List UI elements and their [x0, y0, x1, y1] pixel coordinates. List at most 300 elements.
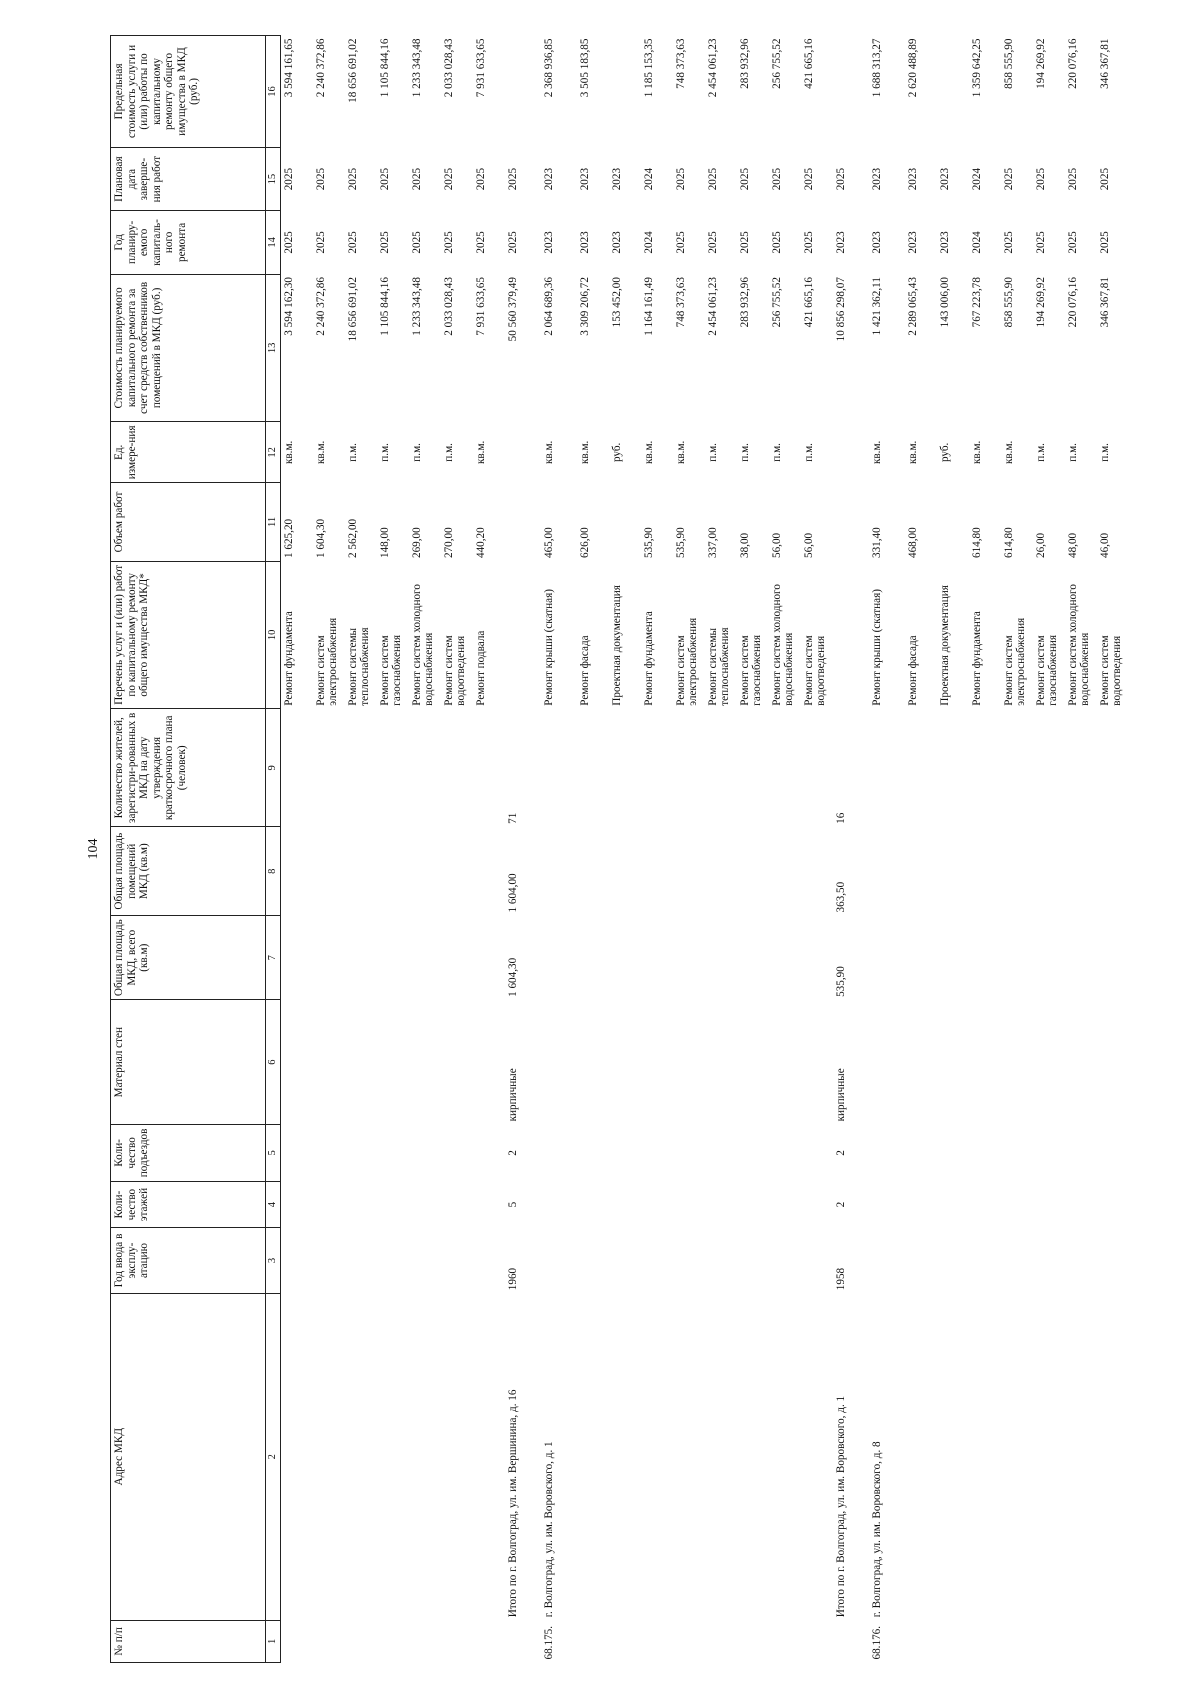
table-cell: 2025	[506, 167, 519, 191]
table-cell	[737, 1620, 769, 1662]
table-cell: 2024	[970, 231, 983, 254]
table-cell: 256 755,52	[770, 38, 783, 89]
table-cell: 2 454 061,23	[706, 277, 719, 336]
column-number: 16	[266, 36, 281, 148]
table-cell: Ремонт крыши (скатная)	[542, 589, 555, 706]
object-row	[541, 36, 577, 1663]
table-row	[641, 36, 673, 1663]
table-cell: кв.м.	[282, 440, 295, 465]
object-row	[869, 36, 905, 1663]
table-cell: Итого по г. Волгоград, ул. им. Вершинина, д. 16	[506, 1389, 519, 1618]
table-cell: Ремонт подвала	[474, 630, 487, 706]
table-cell: 465,00	[542, 527, 555, 559]
table-cell: 3 594 161,65	[282, 38, 295, 98]
table-cell	[905, 1181, 937, 1227]
table-cell: 748 373,63	[674, 277, 687, 328]
table-cell: Итого по г. Волгоград, ул. им. Воровского, д. 1	[834, 1395, 847, 1618]
table-cell	[969, 1620, 1001, 1662]
table-cell: 2025	[474, 231, 487, 254]
table-row	[280, 36, 313, 1663]
table-cell: п.м.	[1098, 443, 1111, 462]
table-cell: 5	[506, 1201, 519, 1208]
table-row	[441, 36, 473, 1663]
table-cell	[609, 709, 641, 827]
table-cell	[833, 561, 869, 709]
column-header: Стоимость планируемого капитального ремонта за счет средств собственников помещений в МКД (руб.)	[111, 274, 266, 422]
table-cell	[905, 916, 937, 1000]
table-cell	[905, 1228, 937, 1293]
table-cell: 858 555,90	[1002, 277, 1015, 328]
table-cell	[1097, 1293, 1129, 1620]
capital-repair-table	[110, 35, 1129, 1663]
table-cell	[1033, 916, 1065, 1000]
column-number: 6	[266, 1000, 281, 1125]
table-cell	[801, 1181, 833, 1227]
table-cell: 2 368 936,85	[542, 38, 555, 98]
table-cell: кирпичные	[506, 1068, 519, 1122]
table-cell	[737, 827, 769, 916]
table-cell: 1 604,00	[506, 873, 519, 913]
total-row	[833, 36, 869, 1663]
table-cell	[1097, 1124, 1129, 1181]
table-cell	[313, 709, 345, 827]
table-cell: 220 076,16	[1066, 38, 1079, 89]
table-cell	[737, 916, 769, 1000]
table-cell: 220 076,16	[1066, 277, 1079, 328]
table-cell: 1 185 153,35	[642, 38, 655, 98]
table-cell	[673, 1228, 705, 1293]
table-cell	[937, 827, 969, 916]
table-row	[769, 36, 801, 1663]
table-cell: Ремонт систем электроснабжения	[314, 617, 340, 706]
table-cell	[345, 1293, 377, 1620]
table-row	[737, 36, 769, 1663]
table-cell	[577, 1620, 609, 1662]
column-header: Коли-чество этажей	[111, 1181, 266, 1227]
table-cell: Ремонт систем газоснабжения	[738, 634, 764, 706]
table-cell	[869, 1228, 905, 1293]
table-cell	[833, 1620, 869, 1662]
header-row	[111, 36, 266, 1663]
table-cell	[769, 709, 801, 827]
table-cell	[313, 1620, 345, 1662]
table-cell: 535,90	[674, 527, 687, 559]
table-cell: 194 269,92	[1034, 38, 1047, 89]
table-cell	[1001, 709, 1033, 827]
column-header: Предельная стоимость услуги и (или) работы по капитальному ремонту общего имущества в МКД (руб.)	[111, 36, 266, 148]
table-cell: 2025	[346, 167, 359, 191]
table-cell	[737, 1000, 769, 1125]
table-cell: кв.м.	[674, 440, 687, 465]
table-row	[473, 36, 505, 1663]
table-row	[345, 36, 377, 1663]
column-number: 1	[266, 1620, 281, 1662]
table-row	[577, 36, 609, 1663]
table-cell	[705, 1293, 737, 1620]
table-cell	[641, 1000, 673, 1125]
table-cell	[937, 1620, 969, 1662]
table-cell	[1065, 827, 1097, 916]
table-cell: 468,00	[906, 527, 919, 559]
table-cell: г. Волгоград, ул. им. Воровского, д. 8	[870, 1441, 883, 1618]
table-cell: Ремонт систем холодного водоснабжения	[1066, 584, 1092, 706]
table-cell	[409, 1124, 441, 1181]
table-cell	[1065, 1228, 1097, 1293]
page-number: 104	[86, 838, 101, 860]
column-header: Перечень услуг и (или) работ по капитальному ремонту общего имущества МКД*	[111, 561, 266, 709]
table-cell	[609, 1000, 641, 1125]
table-cell: 2024	[970, 167, 983, 191]
table-cell	[1065, 1000, 1097, 1125]
table-cell: кв.м.	[970, 440, 983, 465]
table-cell	[577, 827, 609, 916]
table-cell: кв.м.	[578, 440, 591, 465]
table-cell	[1097, 709, 1129, 827]
table-cell	[409, 1293, 441, 1620]
table-cell	[969, 1181, 1001, 1227]
table-row	[609, 36, 641, 1663]
table-cell	[869, 916, 905, 1000]
table-cell: 56,00	[770, 532, 783, 559]
table-cell	[313, 1124, 345, 1181]
table-cell: 2025	[346, 231, 359, 254]
table-cell: кв.м.	[906, 440, 919, 465]
table-cell	[1097, 827, 1129, 916]
table-cell	[641, 1181, 673, 1227]
table-cell: п.м.	[346, 443, 359, 462]
table-cell: 2023	[938, 167, 951, 191]
table-cell: 2025	[1002, 231, 1015, 254]
table-cell: 2025	[410, 231, 423, 254]
table-cell	[801, 1620, 833, 1662]
table-cell: 2023	[542, 167, 555, 191]
table-cell	[505, 36, 541, 148]
table-cell: 363,50	[834, 881, 847, 913]
table-cell: кв.м.	[870, 440, 883, 465]
table-cell	[769, 1124, 801, 1181]
table-cell	[441, 916, 473, 1000]
table-cell: 2 454 061,23	[706, 38, 719, 98]
table-cell	[937, 709, 969, 827]
table-cell	[609, 916, 641, 1000]
table-cell: 2023	[870, 167, 883, 191]
table-cell	[609, 1293, 641, 1620]
table-cell: 1 233 343,48	[410, 277, 423, 336]
table-cell: 38,00	[738, 532, 751, 559]
table-cell: 767 223,78	[970, 277, 983, 328]
table-cell	[609, 1228, 641, 1293]
table-cell: Ремонт систем газоснабжения	[378, 634, 404, 706]
table-cell	[441, 1181, 473, 1227]
table-cell	[577, 1000, 609, 1125]
table-cell: 2	[506, 1150, 519, 1156]
table-cell: 748 373,63	[674, 38, 687, 89]
table-cell	[1001, 1620, 1033, 1662]
table-cell: Ремонт систем газоснабжения	[1034, 634, 1060, 706]
table-cell: Ремонт систем водоотведения	[802, 635, 828, 706]
table-cell	[441, 827, 473, 916]
table-cell	[937, 1228, 969, 1293]
table-cell	[737, 1228, 769, 1293]
table-cell: 71	[506, 812, 519, 824]
table-cell	[345, 1181, 377, 1227]
table-cell	[673, 1000, 705, 1125]
table-cell: п.м.	[738, 443, 751, 462]
table-cell	[377, 916, 409, 1000]
column-number: 14	[266, 211, 281, 274]
table-cell	[641, 916, 673, 1000]
table-cell	[441, 1228, 473, 1293]
table-cell: Ремонт фундамента	[970, 611, 983, 706]
table-cell	[1065, 916, 1097, 1000]
table-cell	[441, 1293, 473, 1620]
table-cell	[801, 1293, 833, 1620]
table-cell	[1033, 827, 1065, 916]
table-cell	[705, 827, 737, 916]
table-cell	[737, 1181, 769, 1227]
table-cell: 2023	[578, 167, 591, 191]
table-header	[111, 36, 281, 1663]
table-cell	[280, 1620, 313, 1662]
table-row	[409, 36, 441, 1663]
table-cell: Ремонт систем холодного водоснабжения	[770, 584, 796, 706]
table-cell	[937, 1181, 969, 1227]
table-cell: 3 505 183,85	[578, 38, 591, 98]
table-cell	[577, 916, 609, 1000]
table-cell	[705, 1228, 737, 1293]
table-cell	[937, 1293, 969, 1620]
table-cell	[905, 1620, 937, 1662]
table-cell: 1 625,20	[282, 518, 295, 559]
table-cell	[833, 422, 869, 483]
table-cell: 346 367,81	[1098, 38, 1111, 89]
table-cell: 283 932,96	[738, 277, 751, 328]
table-cell	[1065, 1293, 1097, 1620]
table-cell: 283 932,96	[738, 38, 751, 89]
table-cell: 2025	[314, 167, 327, 191]
table-cell: Проектная документация	[610, 585, 623, 706]
table-cell	[409, 1181, 441, 1227]
table-cell: 2023	[542, 231, 555, 254]
table-cell	[280, 916, 313, 1000]
column-header: Ед. измере-ния	[111, 422, 266, 483]
table-cell	[969, 916, 1001, 1000]
table-cell	[969, 1293, 1001, 1620]
table-cell	[1033, 1228, 1065, 1293]
table-cell: 3 594 162,30	[282, 277, 295, 336]
column-header: Количество жителей, зарегистри-рованных в МКД на дату утверждения краткосрочного плана (человек)	[111, 709, 266, 827]
table-cell: кв.м.	[642, 440, 655, 465]
table-cell: Ремонт фасада	[578, 635, 591, 706]
table-cell	[345, 1228, 377, 1293]
table-cell: п.м.	[706, 443, 719, 462]
table-cell	[609, 36, 641, 148]
table-row	[1097, 36, 1129, 1663]
table-cell: 1 359 642,25	[970, 38, 983, 98]
table-row	[969, 36, 1001, 1663]
table-cell: 2025	[706, 167, 719, 191]
table-cell	[441, 1124, 473, 1181]
table-cell	[345, 1124, 377, 1181]
table-cell	[641, 1620, 673, 1662]
column-number: 10	[266, 561, 281, 709]
table-cell: 2025	[474, 167, 487, 191]
table-cell	[641, 1124, 673, 1181]
table-cell	[1097, 1228, 1129, 1293]
table-cell: 1960	[506, 1267, 519, 1291]
table-cell	[937, 36, 969, 148]
table-cell: 2 620 488,89	[906, 38, 919, 98]
column-header: Плановая дата заверше-ния работ	[111, 147, 266, 210]
table-cell	[280, 1124, 313, 1181]
table-cell	[1097, 916, 1129, 1000]
table-cell	[801, 1124, 833, 1181]
table-cell: Ремонт крыши (скатная)	[870, 589, 883, 706]
table-cell: п.м.	[442, 443, 455, 462]
table-cell	[1097, 1620, 1129, 1662]
column-number: 15	[266, 147, 281, 210]
table-cell: 1 164 161,49	[642, 277, 655, 336]
table-cell	[1001, 1124, 1033, 1181]
table-cell: 2025	[738, 231, 751, 254]
table-cell: Ремонт систем холодного водоснабжения	[410, 584, 436, 706]
table-cell	[541, 709, 577, 827]
table-cell: п.м.	[410, 443, 423, 462]
table-cell	[969, 1228, 1001, 1293]
table-cell	[313, 1228, 345, 1293]
column-header: Объем работ	[111, 483, 266, 561]
table-cell: 1 105 844,16	[378, 277, 391, 336]
table-cell	[377, 1000, 409, 1125]
table-row	[705, 36, 737, 1663]
table-cell: 7 931 633,65	[474, 277, 487, 336]
table-cell	[409, 827, 441, 916]
table-cell: 421 665,16	[802, 38, 815, 89]
table-cell	[1097, 1181, 1129, 1227]
table-cell: 2025	[1034, 231, 1047, 254]
table-cell: 68.175.	[542, 1625, 555, 1660]
column-header: Общая площадь помещений МКД (кв.м)	[111, 827, 266, 916]
table-cell: 256 755,52	[770, 277, 783, 328]
column-number: 12	[266, 422, 281, 483]
table-cell	[905, 1293, 937, 1620]
table-cell	[673, 827, 705, 916]
table-cell	[1033, 1000, 1065, 1125]
table-cell: 50 560 379,49	[506, 277, 519, 342]
column-header: Год ввода в эксплу-атацию	[111, 1228, 266, 1293]
table-cell	[577, 709, 609, 827]
table-cell: 194 269,92	[1034, 277, 1047, 328]
table-cell: 2025	[674, 167, 687, 191]
table-cell	[577, 1293, 609, 1620]
table-cell	[577, 1228, 609, 1293]
table-cell	[737, 1293, 769, 1620]
table-cell	[377, 709, 409, 827]
table-cell	[905, 1000, 937, 1125]
table-cell: кв.м.	[542, 440, 555, 465]
table-cell	[1065, 1620, 1097, 1662]
table-cell	[641, 1228, 673, 1293]
total-row	[505, 36, 541, 1663]
table-cell: руб.	[938, 442, 951, 463]
table-cell: 2025	[378, 167, 391, 191]
table-cell	[577, 1181, 609, 1227]
column-number: 13	[266, 274, 281, 422]
table-cell	[969, 709, 1001, 827]
table-cell	[473, 1620, 505, 1662]
table-cell: 2025	[674, 231, 687, 254]
table-cell: 2023	[938, 231, 951, 254]
table-cell: Ремонт систем водоотведения	[1098, 635, 1124, 706]
column-number: 11	[266, 483, 281, 561]
table-cell	[280, 1293, 313, 1620]
table-cell: 2	[834, 1201, 847, 1208]
table-cell	[705, 1620, 737, 1662]
table-cell: 2025	[442, 231, 455, 254]
table-cell	[473, 1293, 505, 1620]
table-cell: 270,00	[442, 527, 455, 559]
table-cell	[280, 1181, 313, 1227]
table-cell	[801, 1000, 833, 1125]
table-cell	[313, 1293, 345, 1620]
table-cell: 16	[834, 812, 847, 824]
table-cell	[377, 1228, 409, 1293]
column-number: 3	[266, 1228, 281, 1293]
table-cell	[313, 916, 345, 1000]
table-cell: 2 240 372,86	[314, 277, 327, 336]
table-cell: Проектная документация	[938, 585, 951, 706]
table-cell	[905, 1124, 937, 1181]
table-row	[377, 36, 409, 1663]
column-number: 5	[266, 1124, 281, 1181]
table-cell	[705, 1124, 737, 1181]
table-cell	[441, 1620, 473, 1662]
table-cell: 337,00	[706, 527, 719, 559]
table-cell: 2	[834, 1150, 847, 1156]
table-cell: Ремонт систем электроснабжения	[1002, 617, 1028, 706]
table-cell: 2025	[802, 231, 815, 254]
table-cell	[345, 916, 377, 1000]
table-row	[1001, 36, 1033, 1663]
table-cell	[377, 827, 409, 916]
table-row	[937, 36, 969, 1663]
rotated-landscape-page	[32, 35, 1162, 1663]
table-cell	[505, 561, 541, 709]
table-cell: 2025	[706, 231, 719, 254]
table-cell	[541, 1181, 577, 1227]
table-cell: 2023	[610, 231, 623, 254]
column-header: № п/п	[111, 1620, 266, 1662]
table-cell	[409, 916, 441, 1000]
table-cell	[541, 916, 577, 1000]
table-cell: 346 367,81	[1098, 277, 1111, 328]
table-cell	[280, 709, 313, 827]
table-cell	[473, 827, 505, 916]
table-cell: 2025	[738, 167, 751, 191]
table-cell: 153 452,00	[610, 277, 623, 328]
table-cell: 2025	[770, 231, 783, 254]
table-cell: 2023	[610, 167, 623, 191]
table-cell	[541, 1124, 577, 1181]
table-cell: кв.м.	[474, 440, 487, 465]
table-cell	[641, 827, 673, 916]
table-cell	[473, 916, 505, 1000]
table-cell	[505, 1620, 541, 1662]
column-header: Коли-чество подъездов	[111, 1124, 266, 1181]
table-cell: п.м.	[802, 443, 815, 462]
table-cell	[705, 916, 737, 1000]
table-cell: 535,90	[834, 966, 847, 997]
